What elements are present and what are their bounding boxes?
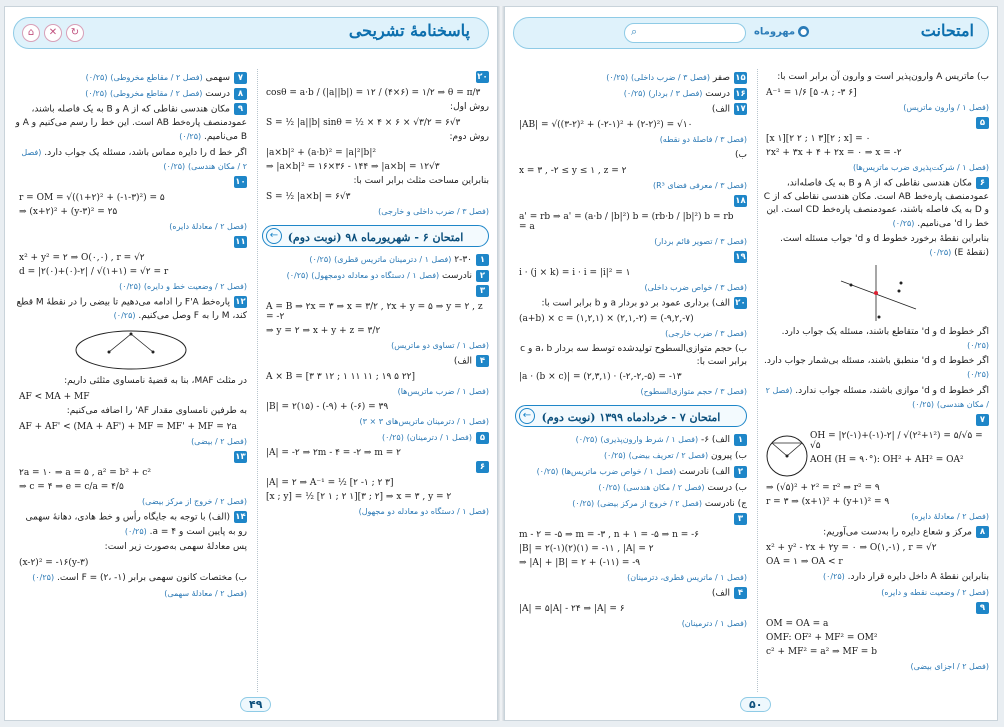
list-item: اگر خطوط d و d' منطبق باشند، مسئله بی‌شمار جواب دارد. (۰/۲۵) — [764, 355, 989, 379]
formula: |A| = ۲ ⇒ A⁻¹ = ½ [۲ -۱ ; ۲ ۳] — [266, 478, 394, 488]
left-col-left — [257, 69, 489, 692]
list-item: ۲۰ — [477, 72, 488, 82]
topic-tag: (فصل ۳ / ضرب داخلی و خارجی) — [378, 207, 489, 216]
list-item: ب) ماتریس A وارون‌پذیر است و وارون آن برابر است با: — [777, 72, 989, 82]
formula: AOH (H = ۹۰°): OH² + AH² = OA² — [810, 454, 964, 465]
formula: OA = ۱ ⇒ OA < r — [766, 556, 843, 567]
list-item: ۸درست (فصل ۲ / مقاطع مخروطی) (۰/۲۵) — [15, 87, 247, 101]
list-item: ب) حجم متوازی‌السطوح تولیدشده توسط سه بردار a، b و c برابر است با: — [520, 344, 747, 367]
topic-tag: (فصل ۱ / ماتریس قطری، دترمینان) — [627, 573, 747, 582]
formula: ⇒ (x+۲)² + (y-۳)² = ۲۵ — [19, 206, 118, 217]
formula: A × B = [۳ ۳ ۱۲ ; ۱ ۱۱ ۱۱ ; ۱۹ ۵ ۲۲] — [266, 372, 416, 382]
formula: |AB| = √((۳-۲)² + (-۲-۱)² + (۲-۲)²) = √۱۰ — [519, 120, 693, 130]
formula: OMF: OF² + MF² = OM² — [766, 632, 878, 643]
list-item: ۵(فصل ۱ / دترمینان) (۰/۲۵) — [262, 431, 489, 445]
list-item: ۱۳ — [235, 452, 246, 462]
list-item: ۶ — [262, 461, 489, 475]
formula: d = |۲(۰)+(۰)-۲| / √(۱+۱) = √۲ = r — [19, 266, 169, 277]
formula: |a · (b × c)| = (۲,۳,۱) · (-۲,-۲,-۵) = -۱۳ — [519, 372, 682, 382]
home-icon[interactable]: ⌂ — [22, 24, 40, 42]
ellipse-diagram — [71, 326, 191, 372]
formula: m - ۲ = -۵ ⇒ m = -۳ , n + ۱ = -۵ ⇒ n = -۶ — [519, 530, 700, 540]
refresh-icon[interactable]: ↻ — [66, 24, 84, 42]
left-header — [13, 17, 489, 49]
formula: |B| = ۲(۱۵) - (-۹) + (-۶) = ۳۹ — [266, 402, 389, 412]
topic-tag: (فصل ۱ / دستگاه دو معادله دو مجهول) — [358, 507, 489, 516]
arrow-icon: ← — [519, 408, 535, 424]
list-item: پس معادلهٔ سهمی به‌صورت زیر است: — [104, 541, 247, 552]
list-item: (فصل ۲ / وضعیت خط و دایره) (۰/۲۵) — [119, 281, 247, 291]
topic-tag: (فصل ۱ / ضرب ماتریس‌ها) — [397, 387, 489, 396]
topic-tag: (فصل ۳ / تصویر قائم بردار) — [654, 237, 747, 246]
topic-tag: (فصل ۳ / فاصلهٔ دو نقطه) — [659, 135, 747, 144]
formula: x² + y² - ۲x + ۲y = ۰ ⇒ O(۱,-۱) , r = √۲ — [766, 542, 937, 553]
formula: S = ½ |a||b| sinθ = ½ × ۴ × ۶ × √۳/۲ = ۶√۳ — [266, 118, 461, 128]
list-item: بنابراین نقطهٔ برخورد خطوط d و d' جواب مسئله است. (نقطهٔ E) (۰/۲۵) — [780, 233, 989, 258]
list-item: ۹مکان هندسی نقاطی که از A و B به یک فاصله باشند، عمودمنصف پاره‌خط AB است. این خط را رسم می‌کنیم و A و B می‌نامیم. (۰/۲۵) — [15, 104, 247, 142]
list-item: ۸مرکز و شعاع دایره را به‌دست می‌آوریم: — [762, 526, 989, 540]
formula: c² + MF² = a² ⇒ MF = b — [766, 646, 877, 657]
list-item: ۷ — [762, 414, 989, 428]
list-item: ۹ — [762, 602, 989, 616]
formula: |B| = ۲(-۱)(۲)(۱) = -۱۱ , |A| = ۲ — [519, 544, 654, 554]
exam-banner[interactable] — [515, 405, 747, 427]
search-input[interactable] — [624, 23, 746, 43]
banner-title: امتحان ۶ - شهریورماه ۹۸ (نوبت دوم) — [287, 231, 464, 244]
left-page — [4, 6, 498, 721]
topic-tag: (فصل ۱ / دترمینان) — [681, 619, 747, 628]
banner-title: امتحان ۷ - خردادماه ۱۳۹۹ (نوبت دوم) — [541, 411, 721, 424]
list-item: ۳ — [262, 285, 489, 299]
list-item: ۱۷الف) — [711, 104, 746, 115]
formula: |A| = ۵|A| - ۲۴ ⇒ |A| = ۶ — [519, 604, 625, 614]
list-item: بنابراین مساحت مثلث برابر است با: — [353, 176, 489, 186]
formula: ⇒ |a×b|² = ۱۶×۳۶ - ۱۴۴ ⇒ |a×b| = ۱۲√۳ — [266, 162, 440, 172]
right-page — [504, 6, 998, 721]
formula: ⇒ (√۵)² + ۲² = r² ⇒ r² = ۹ — [766, 482, 880, 493]
page-title: امتحانت — [920, 21, 974, 40]
list-item: روش اول: — [450, 102, 489, 112]
formula: S = ½ |a×b| = ۶√۳ — [266, 192, 351, 202]
list-item: ۶مکان هندسی نقاطی که از A و B به یک فاصله‌اند، عمودمنصف پاره‌خط AB است. مکان هندسی نقاطی که از C و D به یک فاصله باشند، عمودمنصف پاره‌خط CD است. این خط را d' می‌نامیم. (۰/۲۵) — [763, 178, 989, 229]
list-item: ۱۲پاره‌خط F'A را ادامه می‌دهیم تا بیضی را در نقطهٔ M قطع کند، M را به F وصل می‌کنیم. (۰/۲۵) — [16, 296, 247, 321]
formula: (a+b) × c = (۱,۲,۱) × (۲,۱,-۲) = (-۹,۲,-۷) — [519, 314, 694, 324]
list-item: ۲۰الف) برداری عمود بر دو بردار a و b برابر است با: — [541, 298, 746, 309]
right-col-right — [515, 69, 747, 692]
formula: r = OM = √((۱+۲)² + (-۱-۳)²) = ۵ — [19, 192, 165, 203]
formula: |a×b|² + (a·b)² = |a|²|b|² — [266, 148, 376, 158]
left-col-right — [15, 69, 247, 692]
list-item: در مثلث MAF، بنا به قضیهٔ نامساوی مثلثی داریم: — [64, 376, 247, 386]
formula: AF + AF' < (MA + AF') + MF = MF' + MF = ۲a — [19, 422, 237, 432]
topic-tag: (فصل ۲ / خروج از مرکز بیضی) — [142, 497, 247, 506]
list-item: روش دوم: — [449, 132, 489, 142]
formula: OM = OA = a — [766, 618, 829, 629]
list-item: ۵ — [762, 117, 989, 131]
formula: a' = rb ⇒ a' = (a·b / |b|²) b = (rb·b / |b|²) b = rb = a — [519, 212, 734, 232]
list-item: ۲الف) نادرست (فصل ۱ / خواص ضرب ماتریس‌ها) (۰/۲۵) — [515, 465, 747, 479]
list-item: ۳ — [515, 513, 747, 527]
topic-tag: (فصل ۳ / معرفی فضای R³) — [652, 181, 747, 190]
list-item: ۱۵صفر (فصل ۳ / ضرب داخلی) (۰/۲۵) — [606, 72, 746, 83]
formula: x² + y² = ۲ ⇒ O(۰,۰) , r = √۲ — [19, 252, 145, 263]
list-item: ب) پیرون (فصل ۲ / تعریف بیضی) (۰/۲۵) — [603, 451, 747, 461]
formula: ۲x² + ۳x + ۴ + ۲x = ۰ ⇒ x = -۲ — [766, 148, 902, 158]
circle-diagram — [764, 433, 810, 479]
topic-tag: (فصل ۱ / دترمینان ماتریس‌های ۳ × ۳) — [359, 417, 489, 426]
topic-tag: (فصل ۳ / خواص ضرب داخلی) — [644, 283, 747, 292]
list-item: ۱۹ — [735, 252, 746, 262]
topic-tag: (فصل ۳ / ضرب خارجی) — [665, 329, 747, 338]
topic-tag: (فصل ۱ / تساوی دو ماتریس) — [391, 341, 489, 350]
formula: (x-۲)² = -۱۶(y-۳) — [19, 557, 89, 568]
list-item: ۱۱ — [235, 236, 246, 247]
topic-tag: (فصل ۲ / معادلهٔ دایره) — [911, 511, 989, 521]
list-item: ۱۸ — [735, 196, 746, 206]
list-item: اگر خطوط d و d' متقاطع باشند، مسئله یک جواب دارد. (۰/۲۵) — [781, 326, 989, 350]
list-item: ج) نادرست (فصل ۲ / خروج از مرکز بیضی) (۰/۲۵) — [572, 499, 747, 509]
list-item: بنابراین نقطهٔ A داخل دایره قرار دارد. (۰/۲۵) — [822, 571, 989, 582]
list-item: ۱۲-۳۰ (فصل ۱ / دترمینان ماتریس قطری) (۰/۲۵) — [262, 253, 489, 267]
list-item: ۱۰ — [235, 176, 246, 187]
topic-tag: (فصل ۳ / حجم متوازی‌السطوح) — [640, 387, 747, 396]
exam-banner[interactable] — [262, 225, 489, 247]
formula: x = ۳ , -۲ ≤ y ≤ ۱ , z = ۲ — [519, 166, 627, 176]
list-item: ۷سهمی (فصل ۲ / مقاطع مخروطی) (۰/۲۵) — [15, 71, 247, 85]
search-icon: ⌕ — [631, 25, 638, 38]
formula: i · (j × k) = i · i = |i|² = ۱ — [519, 268, 631, 278]
list-item: ب) درست (فصل ۲ / مکان هندسی) (۰/۲۵) — [598, 483, 747, 493]
list-item: به طرفین نامساوی مقدار AF' را اضافه می‌کنیم: — [66, 406, 247, 416]
perpendicular-bisector-diagram — [821, 263, 931, 323]
formula: cosθ = a·b / (|a||b|) = ۱۲ / (۴×۶) = ۱/۲ ⇒ θ = π/۳ — [266, 88, 481, 98]
formula: A = B ⇒ ۲x = ۳ ⇒ x = ۳/۲ , ۲x + y = ۵ ⇒ y = ۲ , z = -۲ — [266, 302, 483, 322]
formula: OH = |۲(-۱)+(-۱)-۲| / √(۲²+۱²) = ۵/√۵ = √۵ — [810, 430, 983, 451]
list-item: اگر خط d را دایره مماس باشد، مسئله یک جواب دارد. (فصل ۲ / مکان هندسی) (۰/۲۵) — [21, 147, 247, 171]
formula: A⁻¹ = ۱/۶ [۵ -۸ ; -۳ ۶] — [766, 88, 857, 98]
formula: |A| = -۲ ⇒ ۲m - ۴ = -۲ ⇒ m = ۲ — [266, 448, 401, 458]
topic-tag: (فصل ۲ / معادلهٔ دایره) — [169, 221, 247, 231]
list-item: ۴الف) — [262, 355, 489, 369]
list-item: ۴الف) — [515, 587, 747, 601]
page-title: پاسخنامهٔ تشریحی — [348, 21, 470, 40]
list-item: ب) — [735, 150, 747, 160]
formula: ⇒ y = ۲ ⇒ x + y + z = ۳/۲ — [266, 326, 381, 336]
topic-tag: (فصل ۲ / معادلهٔ سهمی) — [164, 588, 247, 598]
brand-icon: ● — [798, 26, 809, 37]
topic-tag: (فصل ۲ / بیضی) — [191, 437, 247, 446]
formula: ۲a = ۱۰ ⇒ a = ۵ , a² = b² + c² — [19, 468, 151, 478]
list-item: ۱۴(الف) با توجه به جایگاه رأس و خط هادی، دهانهٔ سهمی رو به پایین است و a = ۴. (۰/۲۵) — [25, 512, 247, 537]
close-icon[interactable]: ✕ — [44, 24, 62, 42]
right-col-left — [757, 69, 989, 692]
page-number: ۴۹ — [240, 697, 271, 712]
formula: r = ۳ ⇒ (x+۱)² + (y+۱)² = ۹ — [766, 496, 890, 507]
formula: ⇒ |A| + |B| = ۲ + (-۱۱) = -۹ — [519, 558, 641, 568]
right-header — [513, 17, 989, 49]
list-item: ۲نادرست (فصل ۱ / دستگاه دو معادله دومجهول) (۰/۲۵) — [262, 269, 489, 283]
arrow-icon: ← — [266, 228, 282, 244]
formula: [x ۱][۲ ۲ ; ۱ ۳][۲ ; x] = ۰ — [766, 134, 871, 144]
list-item: ۱۶درست (فصل ۳ / بردار) (۰/۲۵) — [623, 88, 746, 99]
list-item: ب) مختصات کانون سهمی برابر F = (۲، -۱) است. (۰/۲۵) — [32, 572, 247, 583]
formula: [x ; y] = ½ [۲ ۱ ; ۲ ۱][۳ ; ۲] ⇒ x = ۳ , y = ۲ — [266, 492, 452, 502]
topic-tag: (فصل ۲ / اجزای بیضی) — [910, 661, 989, 671]
formula: AF < MA + MF — [19, 392, 90, 402]
brand-logo: مهروماه ● — [754, 26, 809, 38]
topic-tag: (فصل ۱ / شرکت‌پذیری ضرب ماتریس‌ها) — [852, 163, 989, 172]
page-number: ۵۰ — [740, 697, 771, 712]
topic-tag: (فصل ۲ / وضعیت نقطه و دایره) — [881, 587, 989, 597]
list-item: اگر خطوط d و d' موازی باشند، مسئله جواب ندارد. (فصل ۲ / مکان هندسی) (۰/۲۵) — [765, 385, 989, 409]
topic-tag: (فصل ۱ / وارون ماتریس) — [903, 103, 989, 112]
formula: ⇒ c = ۴ ⇒ e = c/a = ۴/۵ — [19, 482, 124, 492]
list-item: ۱الف) ۶- (فصل ۱ / شرط وارون‌پذیری) (۰/۲۵) — [515, 433, 747, 447]
